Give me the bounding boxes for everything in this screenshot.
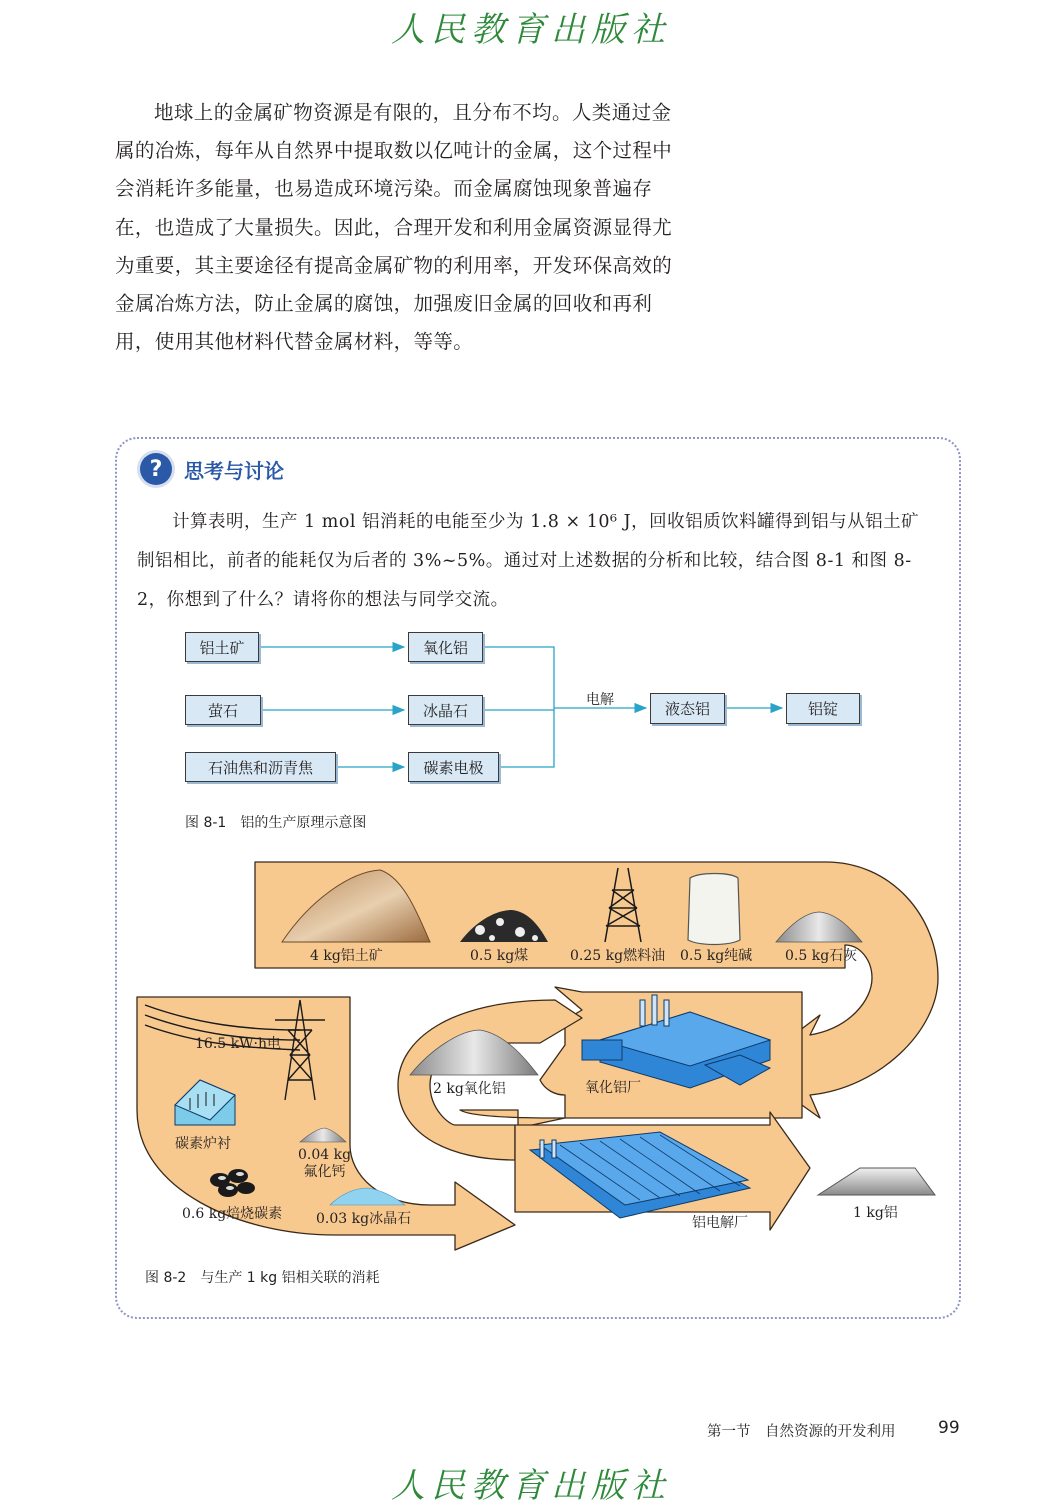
label-baked-carbon: 0.6 kg焙烧碳素 (182, 1206, 283, 1222)
label-coal: 0.5 kg煤 (470, 948, 529, 964)
label-product: 1 kg铝 (853, 1205, 898, 1221)
label-fuel-oil: 0.25 kg燃料油 (570, 948, 666, 964)
label-alumina-output: 2 kg氧化铝 (433, 1081, 506, 1097)
label-calcium-fluoride: 0.04 kg 氟化钙 (298, 1147, 352, 1180)
question-icon: ? (140, 453, 172, 485)
label-bauxite-4kg: 4 kg铝土矿 (310, 948, 383, 964)
label-cryolite-amount: 0.03 kg冰晶石 (316, 1211, 412, 1227)
node-alumina: 氧化铝 (408, 632, 483, 662)
page-number: 99 (938, 1418, 960, 1438)
intro-text: 地球上的金属矿物资源是有限的，且分布不均。人类通过金属的冶炼，每年从自然界中提取数以亿吨计的金属，这个过程中会消耗许多能量，也易造成环境污染。而金属腐蚀现象普遍存在，也造成了大量损失。因此，合理开发和利用金属资源显得尤为重要，其主要途径有提高金属矿物的利用率，开发环保高效的金属冶炼方法，防止金属的腐蚀，加强废旧金属的回收和再利用，使用其他材料代替金属材料，等等。 (115, 101, 673, 354)
soda-sack (688, 874, 740, 945)
publisher-watermark-bottom: 人民教育出版社 (391, 1466, 671, 1506)
node-cryolite: 冰晶石 (408, 695, 483, 725)
label-alumina-plant: 氧化铝厂 (585, 1080, 641, 1096)
figure-8-2-caption: 图 8-2 与生产 1 kg 铝相关联的消耗 (145, 1270, 380, 1286)
discussion-title-text: 思考与讨论 (184, 458, 284, 483)
label-smelter: 铝电解厂 (692, 1215, 748, 1231)
node-carbon-electrode: 碳素电极 (408, 752, 499, 782)
label-soda-ash: 0.5 kg纯碱 (680, 948, 753, 964)
publisher-watermark-top: 人民教育出版社 (391, 10, 671, 50)
node-fluorite: 萤石 (185, 695, 261, 725)
label-carbon-lining: 碳素炉衬 (175, 1136, 231, 1152)
aluminum-ingot (818, 1168, 935, 1195)
figure-8-1-caption: 图 8-1 铝的生产原理示意图 (185, 815, 367, 831)
node-aluminum-ingot: 铝锭 (786, 693, 860, 724)
node-petroleum-coke: 石油焦和沥青焦 (185, 752, 336, 782)
label-electrolysis: 电解 (586, 692, 614, 708)
label-electricity: 16.5 kW·h电 (195, 1036, 281, 1052)
node-bauxite: 铝土矿 (185, 632, 259, 662)
label-lime: 0.5 kg石灰 (785, 948, 858, 964)
discussion-paragraph: 计算表明，生产 1 mol 铝消耗的电能至少为 1.8 × 10⁶ J，回收铝质饮料罐得到铝与从铝土矿制铝相比，前者的能耗仅为后者的 3%~5%。通过对上述数据的分析和比较，结合图 8-1 和图 8-2，你想到了什么？请将你的想法与同学交流。 (137, 512, 920, 610)
node-liquid-aluminum: 液态铝 (650, 693, 725, 724)
footer-section-title: 第一节 自然资源的开发利用 (707, 1424, 896, 1440)
